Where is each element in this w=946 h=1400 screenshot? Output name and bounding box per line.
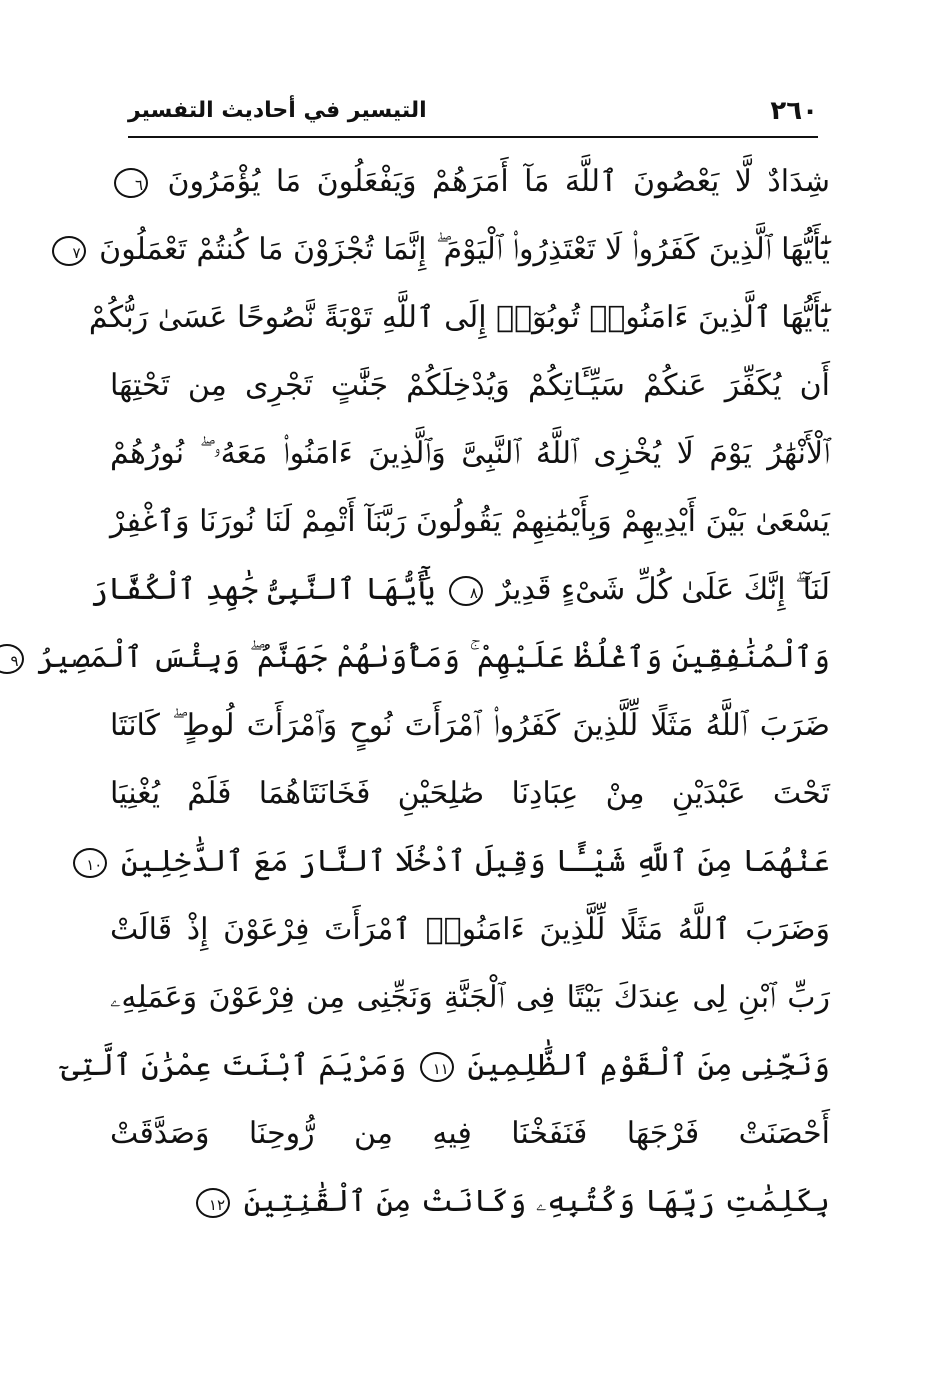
verse-text: بِكَلِمَٰتِ رَبِّهَا وَكُتُبِهِۦ وَكَانَتْ مِنَ ٱلْقَٰنِتِينَ: [243, 1184, 830, 1219]
verse-line: [61, 1032, 830, 1100]
ayah-number-marker: ٩: [0, 644, 24, 674]
verse-text: ضَرَبَ ٱللَّهُ مَثَلًا لِّلَّذِينَ كَفَرُوا۟ ٱمْرَأَتَ نُوحٍ وَٱمْرَأَتَ لُوطٍ ۖ كَانَتَا: [110, 708, 830, 743]
verse-line: [88, 284, 830, 352]
verse-text: يَسْعَىٰ بَيْنَ أَيْدِيهِمْ وَبِأَيْمَٰنِهِمْ يَقُولُونَ رَبَّنَآ أَتْمِمْ لَنَا نُورَنَا وَٱغْفِرْ: [110, 504, 830, 539]
ayah-number-marker: ١٢: [196, 1188, 230, 1218]
verse-line: [86, 828, 830, 896]
verse-text: وَٱلْمُنَٰفِقِينَ وَٱغْلُظْ عَلَيْهِمْ ۚ وَمَأْوَىٰهُمْ جَهَنَّمُ ۖ وَبِئْسَ ٱلْمَصِيرُ: [37, 640, 830, 675]
verse-line: [10, 624, 830, 692]
verse-text: أَحْصَنَتْ فَرْجَهَا فَنَفَخْنَا فِيهِ مِن رُّوحِنَا وَصَدَّقَتْ: [110, 1116, 830, 1151]
verse-text: أَن يُكَفِّرَ عَنكُمْ سَيِّـَٔاتِكُمْ وَيُدْخِلَكُمْ جَنَّٰتٍ تَجْرِى مِن تَحْتِهَا: [110, 368, 830, 403]
quran-text-block: [10, 148, 830, 1236]
verse-text: رَبِّ ٱبْنِ لِى عِندَكَ بَيْتًا فِى ٱلْجَنَّةِ وَنَجِّنِى مِن فِرْعَوْنَ وَعَمَلِهِۦ: [110, 980, 830, 1015]
ayah-number-marker: ١١: [420, 1052, 454, 1082]
verse-text: يَٰٓأَيُّهَا ٱلَّذِينَ ءَامَنُوا۟ تُوبُوٓا۟ إِلَى ٱللَّهِ تَوْبَةً نَّصُوحًا عَسَىٰ رَبُّكُمْ: [88, 300, 830, 335]
page-number: ٢٦٠: [770, 96, 818, 126]
verse-text: وَمَرْيَمَ ٱبْنَتَ عِمْرَٰنَ ٱلَّتِىٓ: [61, 1048, 407, 1083]
verse-text: وَضَرَبَ ٱللَّهُ مَثَلًا لِّلَّذِينَ ءَامَنُوا۟ ٱمْرَأَتَ فِرْعَوْنَ إِذْ قَالَتْ: [110, 912, 830, 947]
header-divider: [128, 136, 818, 138]
verse-line: [110, 896, 830, 964]
verse-line: [110, 1168, 830, 1236]
verse-text: لَنَآ ۖ إِنَّكَ عَلَىٰ كُلِّ شَىْءٍ قَدِيرٌ: [496, 572, 830, 607]
verse-line: [110, 692, 830, 760]
verse-line: [110, 488, 830, 556]
verse-text: تَحْتَ عَبْدَيْنِ مِنْ عِبَادِنَا صَٰلِحَيْنِ فَخَانَتَاهُمَا فَلَمْ يُغْنِيَا: [110, 776, 830, 811]
page-header: [128, 92, 818, 136]
verse-line: [110, 964, 830, 1032]
verse-line: [110, 760, 830, 828]
verse-line: [110, 420, 830, 488]
book-title: التيسير في أحاديث التفسير: [128, 98, 427, 123]
ayah-number-marker: ٧: [52, 236, 86, 266]
verse-text: ٱلْأَنْهَٰرُ يَوْمَ لَا يُخْزِى ٱللَّهُ ٱلنَّبِىَّ وَٱلَّذِينَ ءَامَنُوا۟ مَعَهُۥ ۖ نُورُهُمْ: [110, 436, 830, 471]
ayah-number-marker: ٨: [449, 576, 483, 606]
verse-line: [110, 1100, 830, 1168]
ayah-number-marker: ٦: [114, 168, 148, 198]
verse-text: وَنَجِّنِى مِنَ ٱلْقَوْمِ ٱلظَّٰلِمِينَ: [467, 1048, 830, 1083]
verse-line: [90, 556, 830, 624]
verse-line: [110, 352, 830, 420]
verse-text: يَٰٓأَيُّهَا ٱلَّذِينَ كَفَرُوا۟ لَا تَعْتَذِرُوا۟ ٱلْيَوْمَ ۖ إِنَّمَا تُجْزَوْنَ مَا كُنتُمْ تَعْمَلُونَ: [99, 232, 830, 267]
verse-text: عَنْهُمَا مِنَ ٱللَّهِ شَيْـًٔا وَقِيلَ ٱدْخُلَا ٱلنَّارَ مَعَ ٱلدَّٰخِلِينَ: [120, 844, 830, 879]
verse-line: [110, 148, 830, 216]
ayah-number-marker: ١٠: [73, 848, 107, 878]
verse-line: [72, 216, 830, 284]
verse-text: شِدَادٌ لَّا يَعْصُونَ ٱللَّهَ مَآ أَمَرَهُمْ وَيَفْعَلُونَ مَا يُؤْمَرُونَ: [167, 164, 830, 199]
verse-text: يَٰٓأَيُّهَا ٱلنَّبِىُّ جَٰهِدِ ٱلْكُفَّارَ: [90, 572, 436, 607]
